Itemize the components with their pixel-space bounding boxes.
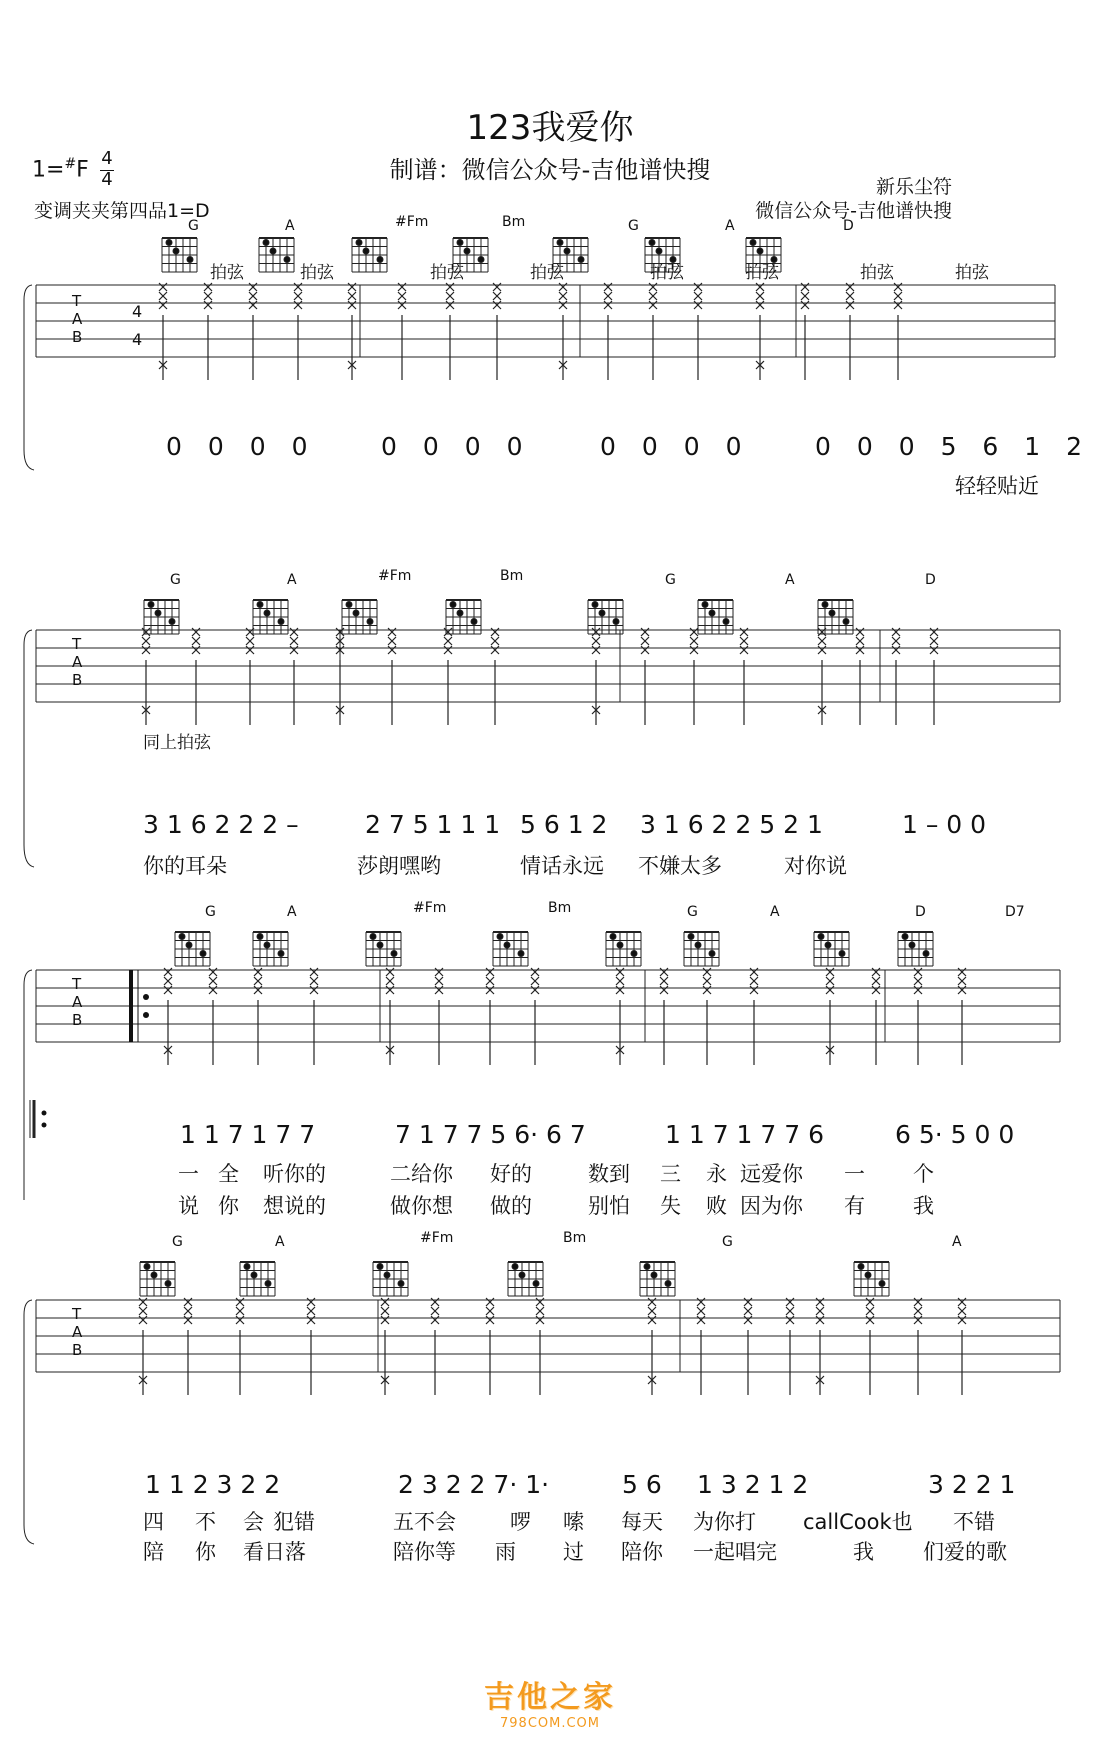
strum-mark-icon	[694, 283, 702, 380]
chord-diagram-icon	[684, 932, 719, 966]
strum-mark-icon	[894, 283, 902, 380]
chord-name: D	[915, 904, 926, 920]
chord-name: #Fm	[395, 214, 429, 230]
strum-mark-icon	[801, 283, 809, 380]
strum-mark-icon	[236, 1298, 244, 1395]
site-watermark	[0, 1672, 1100, 1731]
source-credit: 微信公众号-吉他谱快搜	[755, 200, 952, 222]
melody-measure: 7 1 7 7 5 6· 6 7	[395, 1120, 586, 1149]
chord-diagram-icon	[698, 600, 733, 634]
chord-name: G	[665, 572, 676, 588]
chord-diagram-icon	[240, 1262, 275, 1296]
melody-measure: 3 1 6 2 2 2 –	[143, 810, 299, 839]
strum-mark-icon	[348, 283, 356, 380]
chord-name: #Fm	[420, 1230, 454, 1246]
song-title: 123我爱你	[466, 108, 634, 148]
watermark-url: 798COM.COM	[500, 1716, 600, 1731]
strum-mark-icon	[697, 1298, 705, 1395]
chord-diagram-icon	[373, 1262, 408, 1296]
melody-measure: 6 5· 5 0 0	[895, 1120, 1015, 1149]
strum-mark-icon	[866, 1298, 874, 1395]
chord-name: D	[843, 218, 854, 234]
chord-name: A	[952, 1234, 962, 1250]
strum-mark-icon	[491, 628, 499, 725]
melody-measure: 0 0 0 0	[381, 432, 523, 461]
chord-diagram-icon	[253, 932, 288, 966]
strum-mark-icon	[159, 283, 167, 380]
chord-diagram-icon	[493, 932, 528, 966]
chord-diagram-icon	[352, 238, 387, 272]
strum-mark-icon	[294, 283, 302, 380]
chord-diagram-icon	[342, 600, 377, 634]
chord-name: Bm	[563, 1230, 587, 1246]
strum-mark-icon	[381, 1298, 389, 1395]
chord-name: #Fm	[378, 568, 412, 584]
strum-mark-icon	[872, 968, 880, 1065]
melody-measure: 1 – 0 0	[902, 810, 987, 839]
system-1	[0, 210, 1100, 498]
melody-measure: 3 1 6 2 2 5 2 1	[640, 810, 823, 839]
time-signature: 4 4	[101, 148, 113, 190]
strum-instruction: 同上拍弦	[143, 733, 211, 753]
strum-mark-icon	[192, 628, 200, 725]
chord-name: A	[275, 1234, 285, 1250]
chord-name: G	[722, 1234, 733, 1250]
melody-measure: 0 0 0 5 6 1 2	[815, 432, 1083, 461]
melody-measure: 0 0 0 0	[600, 432, 742, 461]
strum-mark-icon	[486, 1298, 494, 1395]
chord-name: A	[287, 572, 297, 588]
strum-mark-icon	[592, 628, 600, 725]
tab-staff	[0, 560, 1100, 890]
strum-mark-icon	[486, 968, 494, 1065]
strum-mark-icon	[649, 283, 657, 380]
chord-name: G	[170, 572, 181, 588]
melody-measure: 1 1 7 1 7 7 6	[665, 1120, 825, 1149]
lyric: 情话永远	[520, 854, 604, 878]
strum-mark-icon	[446, 283, 454, 380]
strum-mark-icon	[914, 968, 922, 1065]
strum-label: 拍弦	[430, 263, 464, 283]
strum-mark-icon	[444, 628, 452, 725]
strum-label: 拍弦	[955, 263, 989, 283]
chord-name: G	[172, 1234, 183, 1250]
strum-label: 拍弦	[530, 263, 564, 283]
chord-name: G	[188, 218, 199, 234]
melody-measure: 0 0 0 0	[166, 432, 308, 461]
strum-mark-icon	[930, 628, 938, 725]
strum-mark-icon	[310, 968, 318, 1065]
lyric: 你的耳朵	[143, 854, 227, 878]
strum-mark-icon	[648, 1298, 656, 1395]
melody-measure: 1 1 7 1 7 7	[180, 1120, 316, 1149]
lyric: 轻轻贴近	[955, 474, 1039, 498]
system-3: T A B G A #Fm Bm G A D D7 1 1 7 1 7 7 7 1 7 7 5 6· 6 7 1 1 7 1 7 7 6 6 5· 5 0 0 一 全 听你的 二给你 好的 数到 三 永 远爱你 一 个 说 你 想说的 做你想 做的 别怕 失 败 因为你 有 我	[0, 900, 1100, 1210]
strum-label: 拍弦	[650, 263, 684, 283]
chord-name: G	[687, 904, 698, 920]
strum-mark-icon	[958, 968, 966, 1065]
strum-mark-icon	[249, 283, 257, 380]
system-2	[0, 560, 1100, 890]
strum-mark-icon	[493, 283, 501, 380]
strum-mark-icon	[388, 628, 396, 725]
tab-clef: T A B	[72, 975, 83, 1029]
strum-mark-icon	[892, 628, 900, 725]
strum-mark-icon	[690, 628, 698, 725]
strum-mark-icon	[536, 1298, 544, 1395]
tab-staff	[0, 1230, 1100, 1560]
chord-diagram-icon	[898, 932, 933, 966]
strum-mark-icon	[246, 628, 254, 725]
strum-mark-icon	[616, 968, 624, 1065]
strum-mark-icon	[142, 628, 150, 725]
strum-mark-icon	[958, 1298, 966, 1395]
chord-diagram-icon	[140, 1262, 175, 1296]
strum-label: 拍弦	[210, 263, 244, 283]
melody-measure: 2 3 2 2 7· 1·	[398, 1470, 550, 1499]
strum-mark-icon	[914, 1298, 922, 1395]
tab-staff	[0, 900, 1100, 1210]
strum-mark-icon	[398, 283, 406, 380]
strum-mark-icon	[750, 968, 758, 1065]
strum-mark-icon	[209, 968, 217, 1065]
strum-mark-icon	[786, 1298, 794, 1395]
strum-mark-icon	[604, 283, 612, 380]
strum-mark-icon	[431, 1298, 439, 1395]
chord-name: Bm	[548, 900, 572, 916]
watermark-logo-text: 吉他之家	[484, 1680, 616, 1715]
chord-name: G	[205, 904, 216, 920]
strum-label: 拍弦	[745, 263, 779, 283]
strum-mark-icon	[816, 1298, 824, 1395]
strum-mark-icon	[184, 1298, 192, 1395]
strum-mark-icon	[435, 968, 443, 1065]
chord-diagram-icon	[175, 932, 210, 966]
tab-clef: T A B	[72, 292, 83, 346]
chord-diagram-icon	[162, 238, 197, 272]
chord-name: A	[287, 904, 297, 920]
strum-mark-icon	[744, 1298, 752, 1395]
chord-name: Bm	[500, 568, 524, 584]
strum-mark-icon	[290, 628, 298, 725]
lyric: 莎朗嘿哟	[357, 854, 441, 878]
chord-diagram-icon	[259, 238, 294, 272]
strum-mark-icon	[660, 968, 668, 1065]
strum-mark-icon	[740, 628, 748, 725]
strum-mark-icon	[164, 968, 172, 1065]
lyric: 不嫌太多	[638, 854, 722, 878]
chord-diagram-icon	[640, 1262, 675, 1296]
arranger-credit: 新乐尘符	[875, 176, 952, 198]
strum-mark-icon	[531, 968, 539, 1065]
chord-diagram-icon	[818, 600, 853, 634]
melody-measure: 1 1 2 3 2 2	[145, 1470, 281, 1499]
chord-name: A	[285, 218, 295, 234]
chord-name: G	[628, 218, 639, 234]
strum-mark-icon	[641, 628, 649, 725]
chord-diagram-icon	[606, 932, 641, 966]
chord-name: #Fm	[413, 900, 447, 916]
strum-mark-icon	[254, 968, 262, 1065]
chord-diagram-icon	[253, 600, 288, 634]
chord-diagram-icon	[508, 1262, 543, 1296]
lyric: 对你说	[784, 854, 847, 878]
melody-measure: 5 6 1 2	[520, 810, 608, 839]
strum-mark-icon	[756, 283, 764, 380]
chord-name: A	[785, 572, 795, 588]
strum-label: 拍弦	[860, 263, 894, 283]
chord-diagram-icon	[854, 1262, 889, 1296]
chord-name: A	[770, 904, 780, 920]
melody-measure: 1 3 2 1 2	[697, 1470, 809, 1499]
tab-clef: T A B	[72, 1305, 83, 1359]
strum-mark-icon	[856, 628, 864, 725]
strum-mark-icon	[386, 968, 394, 1065]
key-signature: 1=#F	[32, 156, 89, 183]
strum-mark-icon	[204, 283, 212, 380]
strum-mark-icon	[826, 968, 834, 1065]
chord-name: D7	[1005, 904, 1025, 920]
strum-mark-icon	[818, 628, 826, 725]
melody-measure: 3 2 2 1	[928, 1470, 1016, 1499]
strum-mark-icon	[703, 968, 711, 1065]
strum-mark-icon	[846, 283, 854, 380]
melody-measure: 2 7 5 1 1 1	[365, 810, 501, 839]
chord-name: A	[725, 218, 735, 234]
strum-mark-icon	[139, 1298, 147, 1395]
chord-name: D	[925, 572, 936, 588]
tab-clef: T A B	[72, 635, 83, 689]
melody-measure: 5 6	[622, 1470, 662, 1499]
system-4: T A B G A #Fm Bm G A 1 1 2 3 2 2 2 3 2 2 7· 1· 5 6 1 3 2 1 2 3 2 2 1 四 不 会 犯错 五不会 啰 嗦 每天 为你打 callCook也 不错 陪 你 看日落 陪你等 雨 过 陪你 一起唱完 我 们爱的歌	[0, 1230, 1100, 1560]
chord-diagram-icon	[366, 932, 401, 966]
chord-name: Bm	[502, 214, 526, 230]
chord-diagram-icon	[814, 932, 849, 966]
tab-time-signature: 4 4	[132, 302, 143, 349]
capo-note: 变调夹夹第四品1=D	[34, 200, 210, 222]
strum-mark-icon	[307, 1298, 315, 1395]
transcriber-credit: 制谱：微信公众号-吉他谱快搜	[389, 156, 711, 184]
strum-label: 拍弦	[300, 263, 334, 283]
strum-mark-icon	[559, 283, 567, 380]
